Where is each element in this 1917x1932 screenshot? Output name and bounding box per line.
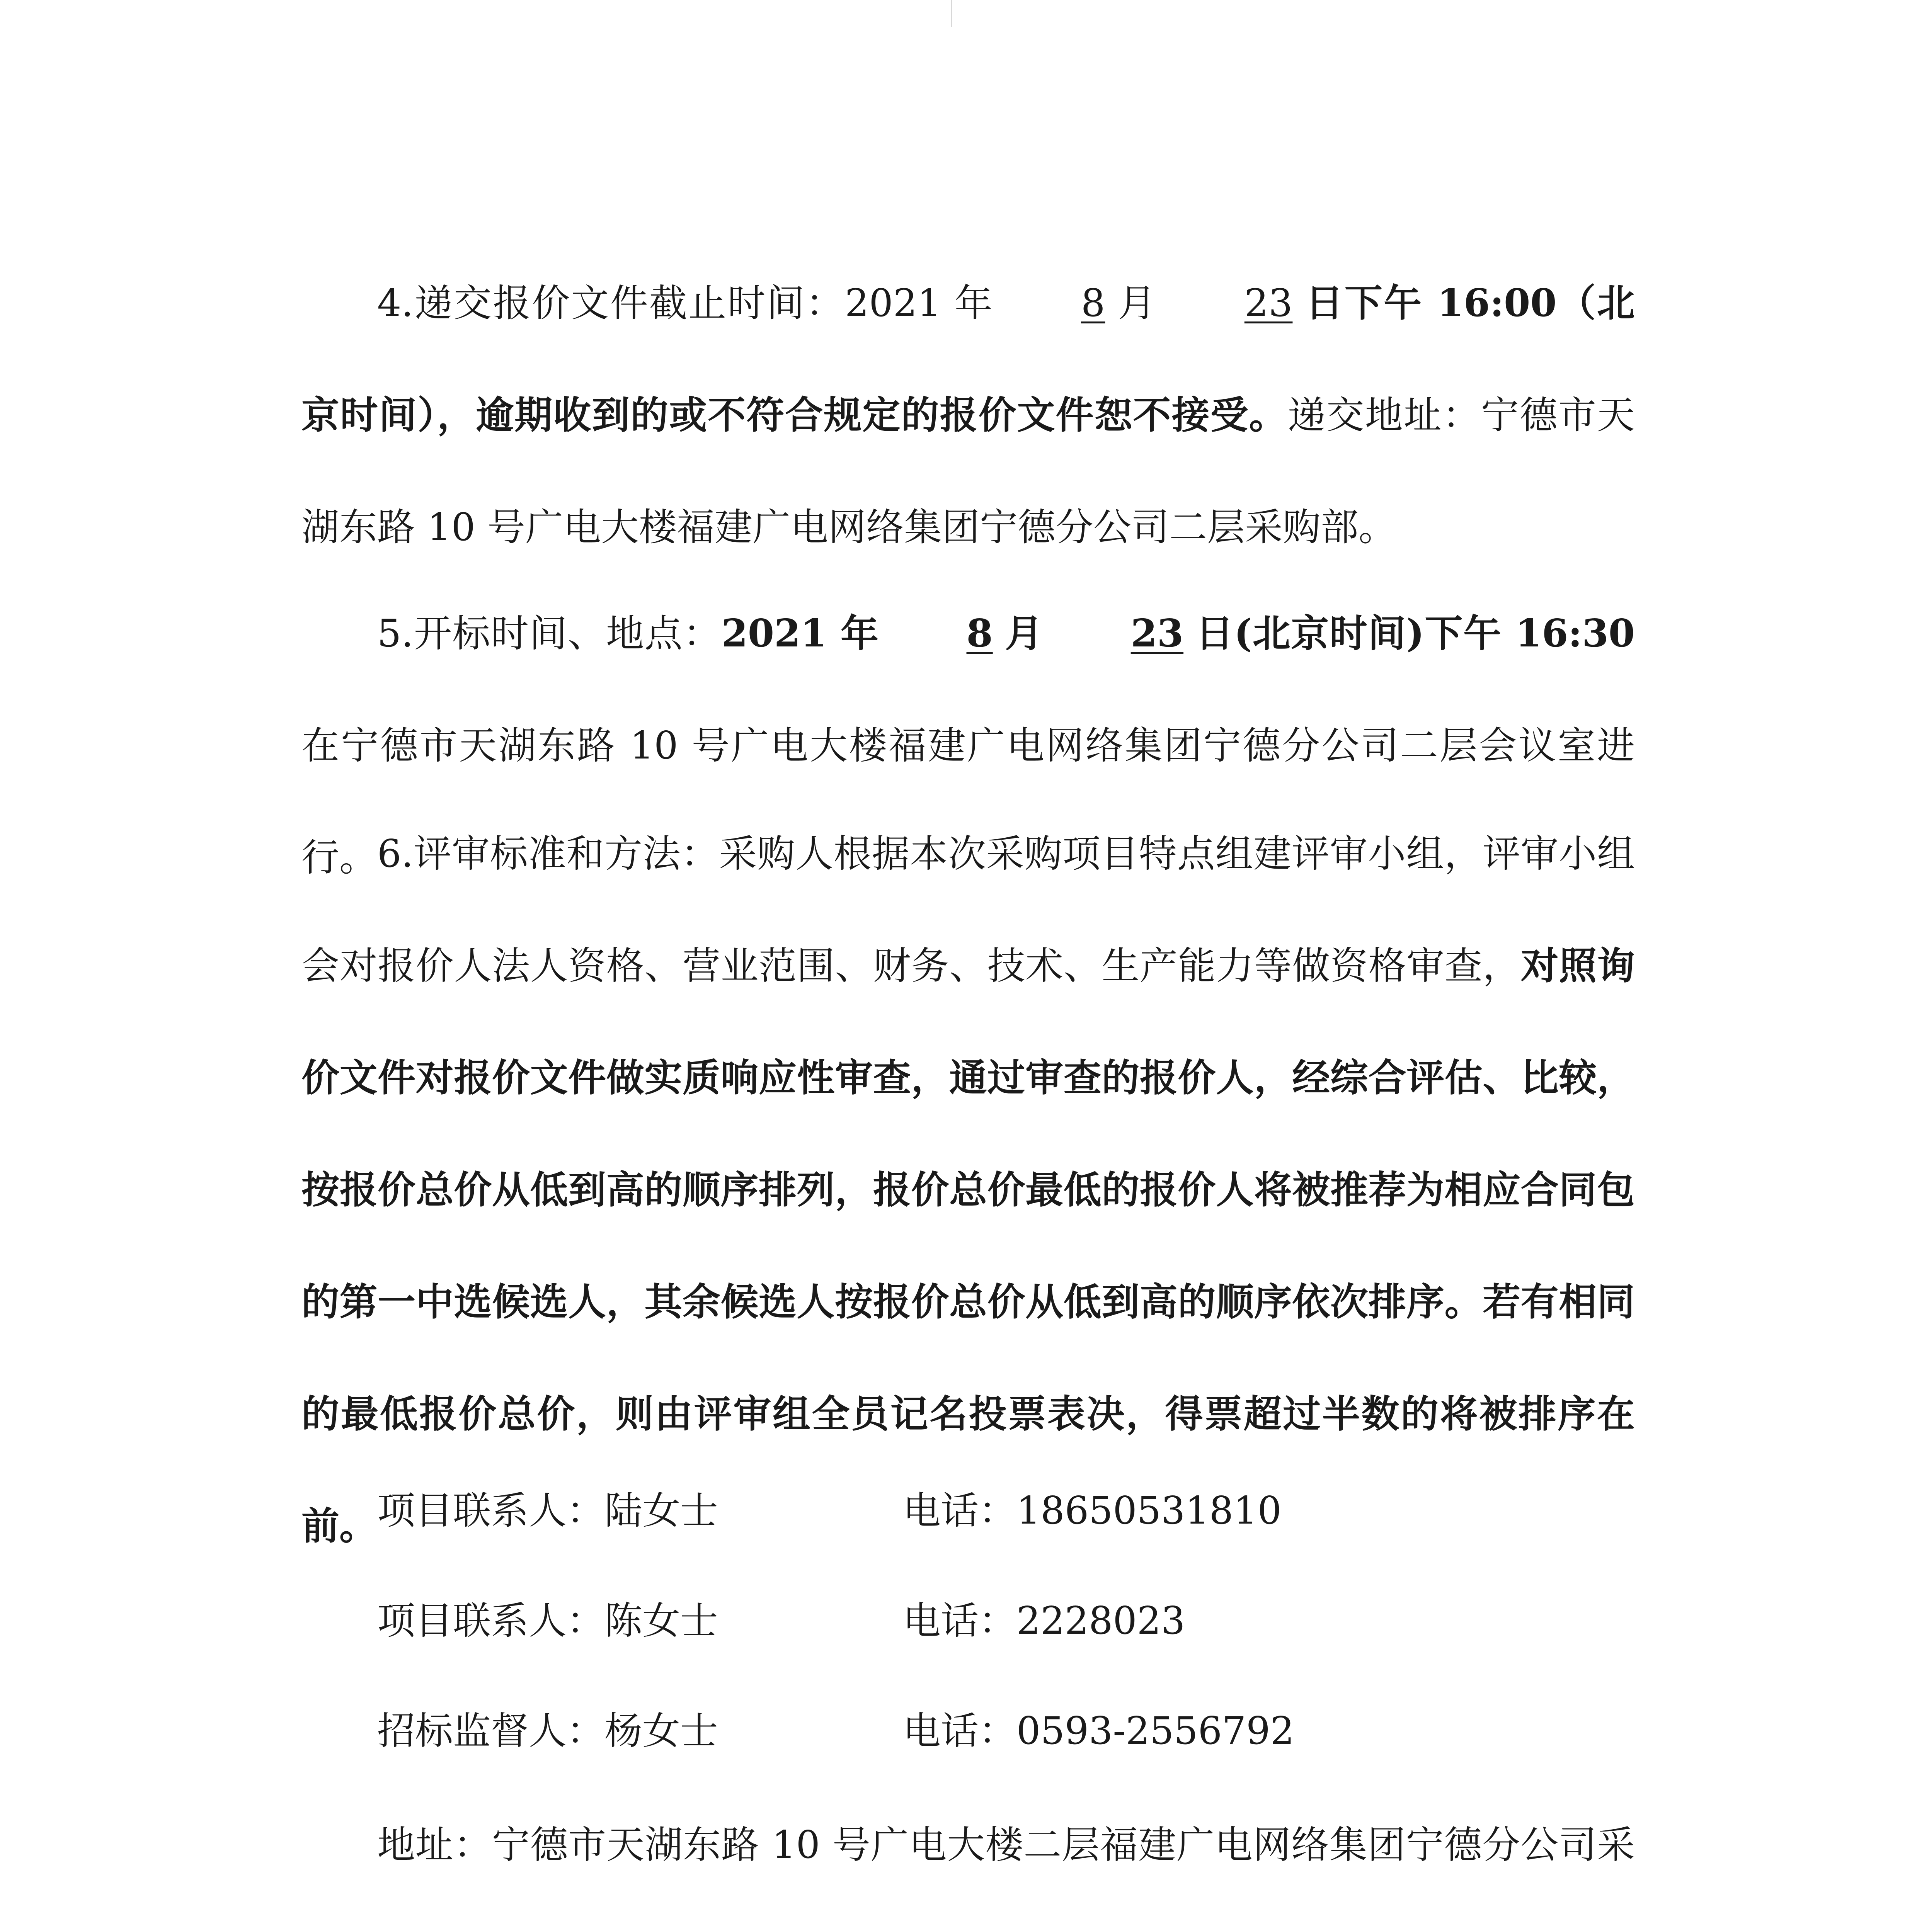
contact-row-1	[377, 1488, 1282, 1534]
contact-role: 项目联系人：陈女士	[377, 1599, 718, 1643]
opening-time: 日(北京时间)下午 16:30	[1195, 611, 1635, 656]
deadline-month: 8	[1081, 281, 1105, 325]
submission-address: 递交地址：宁德市天湖东路 10 号广电大楼福建广电网络集团宁德分公司二层采购部。	[301, 393, 1635, 549]
opening-month-unit: 月	[1004, 611, 1044, 656]
contact-phone: 电话：18650531810	[903, 1489, 1282, 1533]
page-edge-mark	[951, 0, 952, 27]
evaluation-text-b: 对照询价文件对报价文件做实质响应性审查，通过审查的报价人，经综合评估、比较，按报价总价从低到高的顺序排列，报价总价最低的报价人将被推荐为相应合同包的第一中选候选人，其余候选人按报价总价从低到高的顺序依次排序。若有相同的最低报价总价，则由评审组全员记名投票表决，得票超过半数的将被排序在前。	[301, 944, 1635, 1548]
deadline-day: 23	[1244, 281, 1293, 325]
paragraph-4-deadline	[301, 247, 1635, 583]
opening-day: 23	[1130, 611, 1184, 656]
address-line: 地址：宁德市天湖东路 10 号广电大楼二层福建广电网络集团宁德分公司采	[377, 1823, 1635, 1867]
contact-row-2	[377, 1598, 1185, 1644]
contact-phone: 电话：2228023	[903, 1599, 1185, 1643]
opening-prefix: 5.开标时间、地点：	[377, 612, 722, 656]
contact-role: 招标监督人：杨女士	[377, 1709, 718, 1753]
deadline-month-unit: 月	[1117, 281, 1157, 325]
opening-month: 8	[966, 611, 993, 656]
opening-year: 2021 年	[721, 611, 879, 656]
deadline-bold-text: 日下午 16:00（北京时间），逾期收到的或不符合规定的报价文件恕不接受。	[301, 281, 1635, 437]
contact-phone: 电话：0593-2556792	[903, 1709, 1294, 1753]
evaluation-text-a: 6.评审标准和方法：采购人根据本次采购项目特点组建评审小组，评审小组会对报价人法人资格、营业范围、财务、技术、生产能力等做资格审查，	[301, 832, 1635, 988]
deadline-prefix: 4.递交报价文件截止时间：2021 年	[377, 281, 994, 325]
paragraph-6-evaluation	[301, 798, 1635, 1582]
contact-row-3	[377, 1708, 1294, 1754]
opening-location: 在宁德市天湖东路 10 号广电大楼福建广电网络集团宁德分公司二层会议室进行。	[301, 724, 1635, 880]
contact-role: 项目联系人：陆女士	[377, 1489, 718, 1533]
